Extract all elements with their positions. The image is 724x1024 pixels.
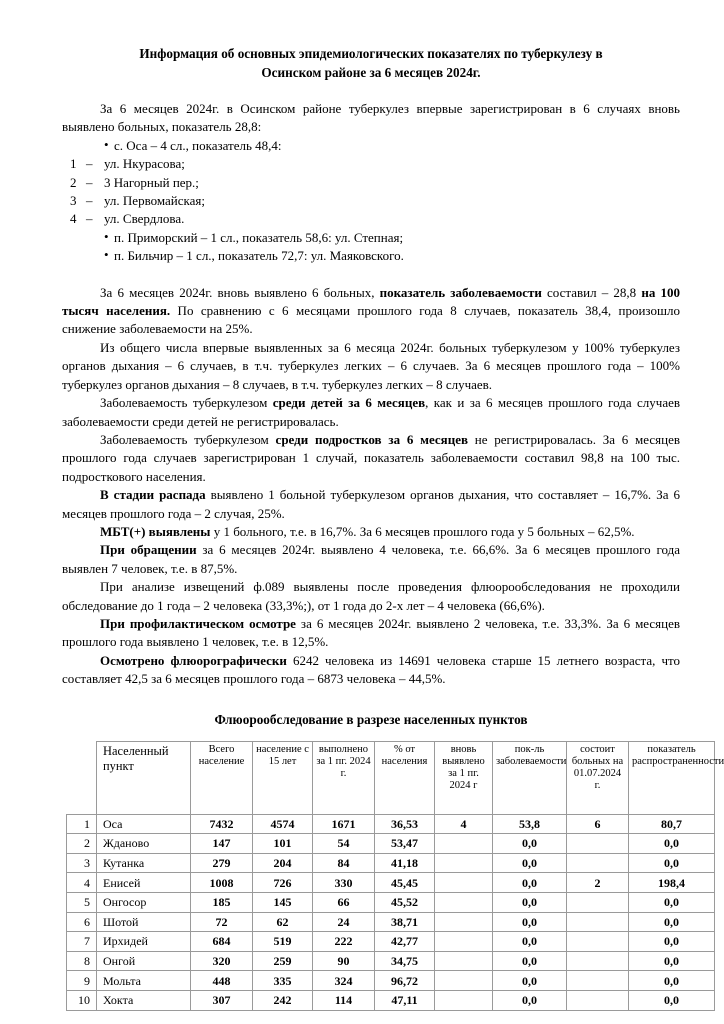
decay-text-b: выявлено 1 больной туберкулезом органов дыхания, что составляет – 16,7%. За 6 месяцев прошлого года – 2 случая, 25%. xyxy=(62,487,680,521)
list-item-bilchir: • п. Бильчир – 1 сл., показатель 72,7: ул. Маяковского. xyxy=(62,247,680,265)
cell-name: Кутанка xyxy=(97,853,191,873)
cell-new xyxy=(435,990,493,1010)
cell-morbidity: 53,8 xyxy=(493,814,567,834)
cell-done: 66 xyxy=(313,892,375,912)
cell-done: 330 xyxy=(313,873,375,893)
cell-over15: 145 xyxy=(253,892,313,912)
cell-prevalence: 198,4 xyxy=(629,873,715,893)
cell-pct: 42,77 xyxy=(375,932,435,952)
cell-total: 147 xyxy=(191,834,253,854)
street-dash: – xyxy=(86,156,93,172)
cell-new xyxy=(435,932,493,952)
table-row xyxy=(67,990,715,1010)
street-dash: – xyxy=(86,174,93,190)
column-header-total-population: Всего население xyxy=(191,741,253,814)
cell-new: 4 xyxy=(435,814,493,834)
cell-prevalence: 0,0 xyxy=(629,912,715,932)
cell-done: 324 xyxy=(313,971,375,991)
cell-idx: 4 xyxy=(67,873,97,893)
table-row xyxy=(67,892,715,912)
table-body xyxy=(67,814,715,1010)
cell-registered xyxy=(567,971,629,991)
paragraph-notices: При анализе извещений ф.089 выявлены после проведения флюорообследования не проходили обследование до 1 года – 2 человека (33,3%;), от 1 года до 2-х лет – 4 человека (66,6%). xyxy=(62,579,680,613)
cell-name: Енисей xyxy=(97,873,191,893)
cell-over15: 519 xyxy=(253,932,313,952)
cell-total: 185 xyxy=(191,892,253,912)
table-row xyxy=(67,912,715,932)
cell-new xyxy=(435,834,493,854)
table-heading: Флюорообследование в разрезе населенных пунктов xyxy=(214,711,528,727)
paragraph-decay xyxy=(62,486,680,523)
cell-idx: 2 xyxy=(67,834,97,854)
cell-over15: 4574 xyxy=(253,814,313,834)
cell-pct: 53,47 xyxy=(375,834,435,854)
cell-over15: 101 xyxy=(253,834,313,854)
cell-over15: 259 xyxy=(253,951,313,971)
cell-new xyxy=(435,853,493,873)
table-row xyxy=(67,951,715,971)
cell-name: Онгосор xyxy=(97,892,191,912)
column-header-population-over-15: население с 15 лет xyxy=(253,741,313,814)
column-header-performed-h1-2024: выполнено за 1 пг. 2024 г. xyxy=(313,741,375,814)
cell-prevalence: 0,0 xyxy=(629,990,715,1010)
street-dash: – xyxy=(86,193,93,209)
cell-prevalence: 0,0 xyxy=(629,971,715,991)
teens-text-a: Заболеваемость туберкулезом xyxy=(100,431,276,447)
paragraph-prophylactic xyxy=(62,615,680,652)
intro-paragraph: За 6 месяцев 2024г. в Осинском районе туберкулез впервые зарегистрирован в 6 случаях вновь выявлено больных, показатель 28,8: xyxy=(62,101,680,135)
cell-total: 279 xyxy=(191,853,253,873)
cell-total: 320 xyxy=(191,951,253,971)
cell-morbidity: 0,0 xyxy=(493,834,567,854)
cell-over15: 62 xyxy=(253,912,313,932)
cell-morbidity: 0,0 xyxy=(493,853,567,873)
mbt-bold-label: МБТ(+) выявлены xyxy=(100,523,211,539)
settlement-bullet-list-osa xyxy=(62,137,680,155)
cell-new xyxy=(435,912,493,932)
cell-total: 448 xyxy=(191,971,253,991)
cell-new xyxy=(435,951,493,971)
paragraph-fluorography xyxy=(62,652,680,689)
table-row xyxy=(67,834,715,854)
table-header-row xyxy=(67,741,715,814)
cell-name: Жданово xyxy=(97,834,191,854)
cell-morbidity: 0,0 xyxy=(493,912,567,932)
cell-registered xyxy=(567,932,629,952)
incidence-text-a: За 6 месяцев 2024г. вновь выявлено 6 больных, xyxy=(100,284,380,300)
cell-pct: 96,72 xyxy=(375,971,435,991)
cell-over15: 204 xyxy=(253,853,313,873)
paragraph-referral xyxy=(62,541,680,578)
column-header-percent-of-population: % от населения xyxy=(375,741,435,814)
decay-bold-label: В стадии распада xyxy=(100,487,206,503)
cell-total: 72 xyxy=(191,912,253,932)
prophylactic-bold-label: При профилактическом осмотре xyxy=(100,615,296,631)
list-item xyxy=(62,155,680,173)
street-name: ул. Первомайская; xyxy=(104,193,205,209)
list-item-primorsky: • п. Приморский – 1 сл., показатель 58,6: ул. Степная; xyxy=(62,229,680,247)
cell-prevalence: 0,0 xyxy=(629,853,715,873)
paragraph-respiratory: Из общего числа впервые выявленных за 6 месяца 2024г. больных туберкулезом у 100% туберкулез органов дыхания – 6 случаев, в т.ч. туберкулез легких – 6 случаев. За 6 месяцев прошлого года – 100% туберкулез органов дыхания – 8 случаев, в т.ч. туберкулез легких – 8 случаев. xyxy=(62,339,680,392)
table-row xyxy=(67,873,715,893)
cell-prevalence: 0,0 xyxy=(629,834,715,854)
table-row xyxy=(67,932,715,952)
cell-done: 222 xyxy=(313,932,375,952)
cell-total: 307 xyxy=(191,990,253,1010)
cell-done: 1671 xyxy=(313,814,375,834)
cell-morbidity: 0,0 xyxy=(493,951,567,971)
street-number: 4 xyxy=(70,211,77,227)
cell-idx: 9 xyxy=(67,971,97,991)
cell-registered xyxy=(567,853,629,873)
column-header-index xyxy=(67,741,97,814)
paragraph-incidence xyxy=(62,284,680,339)
column-header-settlement: Населенный пункт xyxy=(97,741,191,814)
column-header-prevalence-rate: показатель распространенности xyxy=(629,741,715,814)
column-header-registered-patients: состоит больных на 01.07.2024 г. xyxy=(567,741,629,814)
cell-registered xyxy=(567,951,629,971)
cell-prevalence: 0,0 xyxy=(629,892,715,912)
cell-new xyxy=(435,873,493,893)
cell-pct: 45,45 xyxy=(375,873,435,893)
street-name: 3 Нагорный пер.; xyxy=(104,174,199,190)
children-text-a: Заболеваемость туберкулезом xyxy=(100,395,273,411)
street-list xyxy=(62,155,680,229)
referral-text-b: за 6 месяцев 2024г. выявлено 4 человека, т.е. 66,6%. За 6 месяцев прошлого года выявлен 7 человек, т.е. в 87,5%. xyxy=(62,542,680,576)
cell-registered: 6 xyxy=(567,814,629,834)
cell-name: Мольта xyxy=(97,971,191,991)
cell-prevalence: 80,7 xyxy=(629,814,715,834)
cell-pct: 47,11 xyxy=(375,990,435,1010)
cell-registered xyxy=(567,892,629,912)
statistics-section xyxy=(62,284,680,689)
street-name: ул. Нкурасова; xyxy=(104,156,185,172)
cell-pct: 45,52 xyxy=(375,892,435,912)
cell-morbidity: 0,0 xyxy=(493,873,567,893)
paragraph-mbt xyxy=(62,523,680,541)
cell-done: 54 xyxy=(313,834,375,854)
street-dash: – xyxy=(86,211,93,227)
cell-registered: 2 xyxy=(567,873,629,893)
cell-pct: 36,53 xyxy=(375,814,435,834)
incidence-bold-label: показатель заболеваемости xyxy=(379,284,542,300)
incidence-bold-per100k: на 100 тысяч населения. xyxy=(62,284,680,319)
cell-idx: 8 xyxy=(67,951,97,971)
cell-over15: 726 xyxy=(253,873,313,893)
cell-done: 90 xyxy=(313,951,375,971)
column-header-morbidity-rate: пок-ль заболеваемости xyxy=(493,741,567,814)
settlement-bullet-list-others xyxy=(62,229,680,266)
cell-idx: 10 xyxy=(67,990,97,1010)
teens-text-c: не регистрировалась. За 6 месяцев прошлого года случаев зарегистрирован 1 случай, показатель заболеваемости составил 98,8 на 100 тыс. подросткового населения. xyxy=(62,431,680,484)
children-bold-label: среди детей за 6 месяцев xyxy=(272,395,426,411)
prophylactic-text-b: за 6 месяцев 2024г. выявлено 2 человека, т.е. 33,3%. За 6 месяцев прошлого года выявлено 1 человек, т.е. в 12,5%. xyxy=(62,615,681,650)
paragraph-teens xyxy=(62,431,680,486)
intro-section xyxy=(62,100,680,266)
list-item xyxy=(62,210,680,228)
cell-name: Оса xyxy=(97,814,191,834)
cell-pct: 38,71 xyxy=(375,912,435,932)
street-name: ул. Свердлова. xyxy=(104,211,185,227)
cell-name: Ирхидей xyxy=(97,932,191,952)
cell-registered xyxy=(567,912,629,932)
fluorography-table xyxy=(66,741,724,1011)
cell-over15: 242 xyxy=(253,990,313,1010)
cell-idx: 1 xyxy=(67,814,97,834)
cell-over15: 335 xyxy=(253,971,313,991)
cell-registered xyxy=(567,990,629,1010)
children-text-c: , как и за 6 месяцев прошлого года случаев заболеваемости среди детей не регистрировалась. xyxy=(62,395,680,429)
teens-bold-label: среди подростков за 6 месяцев xyxy=(275,431,468,447)
cell-prevalence: 0,0 xyxy=(629,951,715,971)
fluorography-table-wrapper xyxy=(66,741,724,1011)
cell-done: 84 xyxy=(313,853,375,873)
list-item-osa: • с. Оса – 4 сл., показатель 48,4: xyxy=(62,137,680,155)
incidence-text-c: составил – 28,8 xyxy=(541,284,642,300)
cell-new xyxy=(435,971,493,991)
street-number: 2 xyxy=(70,174,77,190)
list-item xyxy=(62,174,680,192)
paragraph-children xyxy=(62,394,680,431)
cell-total: 7432 xyxy=(191,814,253,834)
fluorography-bold-label: Осмотрено флюорографически xyxy=(100,652,287,668)
cell-name: Шотой xyxy=(97,912,191,932)
table-row xyxy=(67,853,715,873)
column-header-newly-detected: вновь выявлено за 1 пг. 2024 г xyxy=(435,741,493,814)
cell-done: 114 xyxy=(313,990,375,1010)
cell-registered xyxy=(567,834,629,854)
mbt-text-b: у 1 больного, т.е. в 16,7%. За 6 месяцев прошлого года у 5 больных – 62,5%. xyxy=(210,523,635,539)
cell-morbidity: 0,0 xyxy=(493,932,567,952)
cell-total: 1008 xyxy=(191,873,253,893)
cell-pct: 34,75 xyxy=(375,951,435,971)
cell-idx: 7 xyxy=(67,932,97,952)
page-title-line-2: Осинском районе за 6 месяцев 2024г. xyxy=(261,65,481,80)
cell-morbidity: 0,0 xyxy=(493,971,567,991)
cell-name: Хокта xyxy=(97,990,191,1010)
cell-done: 24 xyxy=(313,912,375,932)
list-item xyxy=(62,192,680,210)
cell-total: 684 xyxy=(191,932,253,952)
cell-morbidity: 0,0 xyxy=(493,990,567,1010)
cell-morbidity: 0,0 xyxy=(493,892,567,912)
cell-idx: 3 xyxy=(67,853,97,873)
cell-idx: 5 xyxy=(67,892,97,912)
referral-bold-label: При обращении xyxy=(100,542,197,558)
cell-idx: 6 xyxy=(67,912,97,932)
cell-pct: 41,18 xyxy=(375,853,435,873)
street-number: 1 xyxy=(70,156,77,172)
cell-new xyxy=(435,892,493,912)
table-row xyxy=(67,971,715,991)
fluorography-text-b: 6242 человека из 14691 человека старше 15 летнего возраста, что составляет 42,5 за 6 месяцев прошлого года – 6873 человека – 44,5%. xyxy=(62,652,680,687)
cell-name: Онгой xyxy=(97,951,191,971)
cell-prevalence: 0,0 xyxy=(629,932,715,952)
incidence-text-e: По сравнению с 6 месяцами прошлого года 8 случаев, показатель 38,4, произошло снижение заболеваемости на 25%. xyxy=(62,303,680,337)
page-title xyxy=(62,44,680,82)
page-title-line-1: Информация об основных эпидемиологических показателях по туберкулезу в xyxy=(139,46,603,61)
table-row xyxy=(67,814,715,834)
street-number: 3 xyxy=(70,193,77,209)
